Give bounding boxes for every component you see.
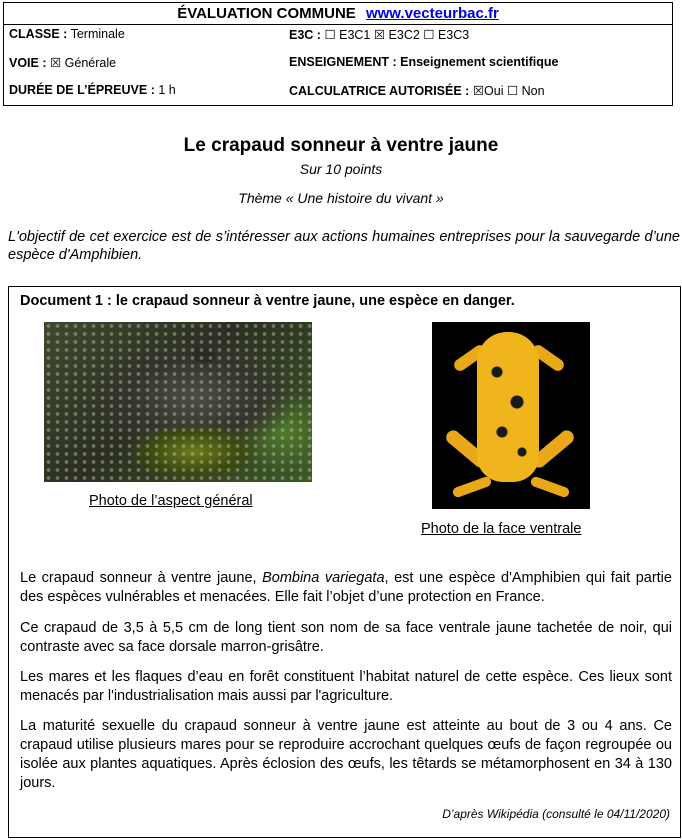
header-title — [4, 5, 672, 22]
toad-general-photo — [44, 322, 312, 482]
enseignement-label: ENSEIGNEMENT : Enseignement scientifique — [289, 55, 559, 69]
page-title: Le crapaud sonneur à ventre jaune — [183, 135, 499, 156]
p1-after: , est une espèce d'Amphibien qui fait partie des espèces vulnérables et menacées. Elle fait l’objet d’une protection en France. — [20, 570, 672, 605]
enseignement-field — [289, 55, 559, 69]
toad-ventral-photo — [432, 322, 590, 509]
duree-value: 1 h — [158, 83, 176, 97]
voie-value: ☒ Générale — [50, 56, 117, 70]
vecteurbac-link[interactable]: www.vecteurbac.fr — [365, 5, 499, 22]
classe-field — [9, 27, 125, 41]
objective-paragraph: L'objectif de cet exercice est de s’intéresser aux actions humaines entreprises pour la sauvegarde d’une espèce d'Amphibien. — [8, 229, 680, 263]
caption-ventral: Photo de la face ventrale — [421, 521, 582, 537]
page-subtitle: Sur 10 points — [299, 161, 383, 177]
duree-label: DURÉE DE L’ÉPREUVE : — [9, 83, 155, 97]
calc-value: ☒Oui ☐ Non — [472, 84, 545, 98]
p1-before: Le crapaud sonneur à ventre jaune, — [20, 570, 263, 586]
e3c-value: ☐ E3C1 ☒ E3C2 ☐ E3C3 — [324, 28, 470, 42]
voie-field — [9, 55, 116, 70]
source-citation: D’après Wikipédia (consulté le 04/11/2020) — [442, 807, 670, 821]
header-title-text: ÉVALUATION COMMUNE — [177, 5, 356, 22]
calc-label: CALCULATRICE AUTORISÉE : — [289, 84, 470, 98]
species-name: Bombina variegata — [262, 570, 385, 586]
e3c-label: E3C : — [289, 28, 321, 42]
paragraph-1 — [20, 569, 672, 607]
e3c-field — [289, 27, 469, 42]
theme-line: Thème « Une histoire du vivant » — [238, 190, 444, 206]
classe-label: CLASSE : — [9, 27, 68, 41]
caption-general: Photo de l’aspect général — [89, 493, 253, 509]
calculatrice-field — [289, 83, 545, 98]
classe-value: Terminale — [70, 27, 125, 41]
document-box — [8, 286, 681, 838]
header-divider — [4, 24, 672, 25]
paragraph-2: Ce crapaud de 3,5 à 5,5 cm de long tient son nom de sa face ventrale jaune tachetée de noir, qui contraste avec sa face dorsale marron-grisâtre. — [20, 620, 672, 655]
voie-label: VOIE : — [9, 56, 47, 70]
document-title: Document 1 : le crapaud sonneur à ventre jaune, une espèce en danger. — [20, 293, 515, 309]
duree-field — [9, 83, 176, 97]
exam-header — [3, 2, 673, 106]
paragraph-3: Les mares et les flaques d’eau en forêt constituent l’habitat naturel de cette espèce. Ces lieux sont menacés par l'industrialisation mais aussi par l'agriculture. — [20, 669, 672, 704]
paragraph-4: La maturité sexuelle du crapaud sonneur à ventre jaune est atteinte au bout de 3 ou 4 ans. Ce crapaud utilise plusieurs mares pour se reproduire accrochant quelques œufs de façon regroupée ou isolée aux plantes aquatiques. Après éclosion des œufs, les têtards se métamorphosent en 34 à 130 jours. — [20, 718, 672, 791]
